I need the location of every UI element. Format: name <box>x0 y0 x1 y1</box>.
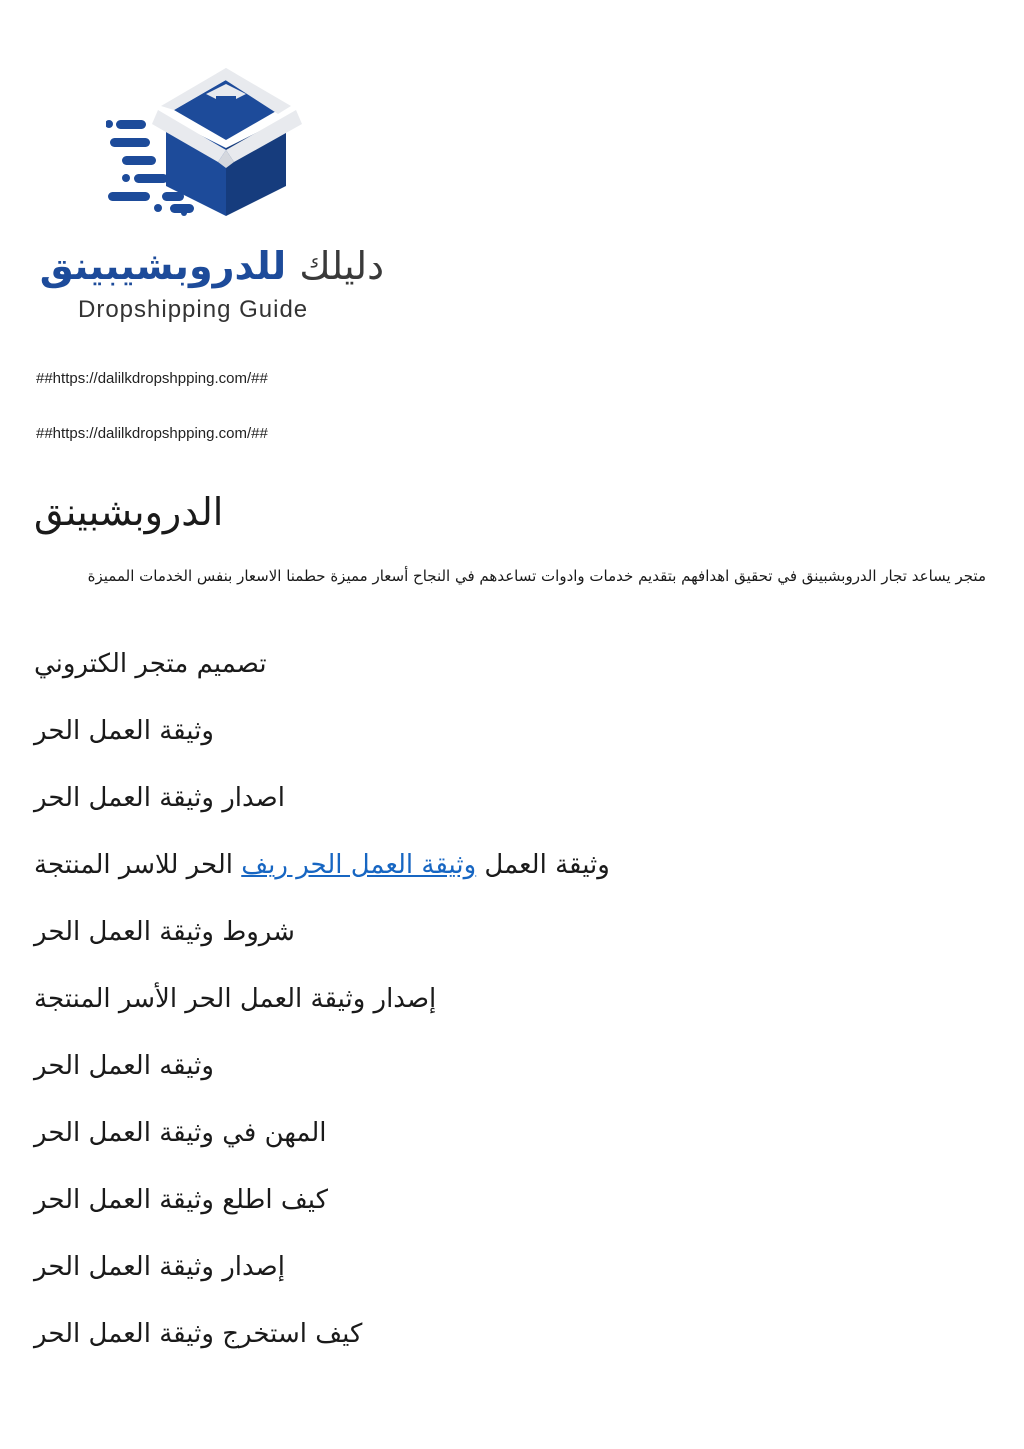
heading-freelance-doc: وثيقة العمل الحر <box>34 716 214 746</box>
logo-arabic-text <box>34 236 384 296</box>
logo-arabic-dark: دليلك <box>299 244 384 288</box>
url-text: ##https://dalilkdropshpping.com/## <box>36 370 268 387</box>
rif-doc-link[interactable]: وثيقة العمل الحر ريف <box>241 850 477 880</box>
url-text: ##https://dalilkdropshpping.com/## <box>36 425 268 442</box>
heading-how-view-doc: كيف اطلع وثيقة العمل الحر <box>34 1185 328 1215</box>
heading-family-doc <box>34 845 610 885</box>
heading-store-design: تصميم متجر الكتروني <box>34 649 267 679</box>
intro-paragraph: متجر يساعد تجار الدروبشبينق في تحقيق اهدافهم بتقديم خدمات وادوات تساعدهم في النجاح أسعار مميزة حطمنا الاسعار بنفس الخدمات المميزة <box>87 567 986 585</box>
page-title: الدروبشبينق <box>34 490 224 534</box>
heading-issue-doc: اصدار وثيقة العمل الحر <box>34 783 285 813</box>
heading-family-doc-start: وثيقة العمل <box>484 850 610 880</box>
site-logo <box>34 58 384 338</box>
heading-issue-doc-2: إصدار وثيقة العمل الحر <box>34 1252 285 1282</box>
heading-family-doc-end: الحر للاسر المنتجة <box>34 850 233 880</box>
heading-how-extract-doc: كيف استخرج وثيقة العمل الحر <box>34 1319 363 1349</box>
heading-freelance-doc-alt: وثيقه العمل الحر <box>34 1051 214 1081</box>
heading-doc-conditions: شروط وثيقة العمل الحر <box>34 917 295 947</box>
logo-english-text: Dropshipping Guide <box>78 296 309 323</box>
box-logo-icon <box>106 58 332 218</box>
heading-doc-professions: المهن في وثيقة العمل الحر <box>34 1118 327 1148</box>
logo-arabic-blue: للدروبشيبينق <box>39 244 287 288</box>
heading-issue-family-doc: إصدار وثيقة العمل الحر الأسر المنتجة <box>34 984 437 1014</box>
